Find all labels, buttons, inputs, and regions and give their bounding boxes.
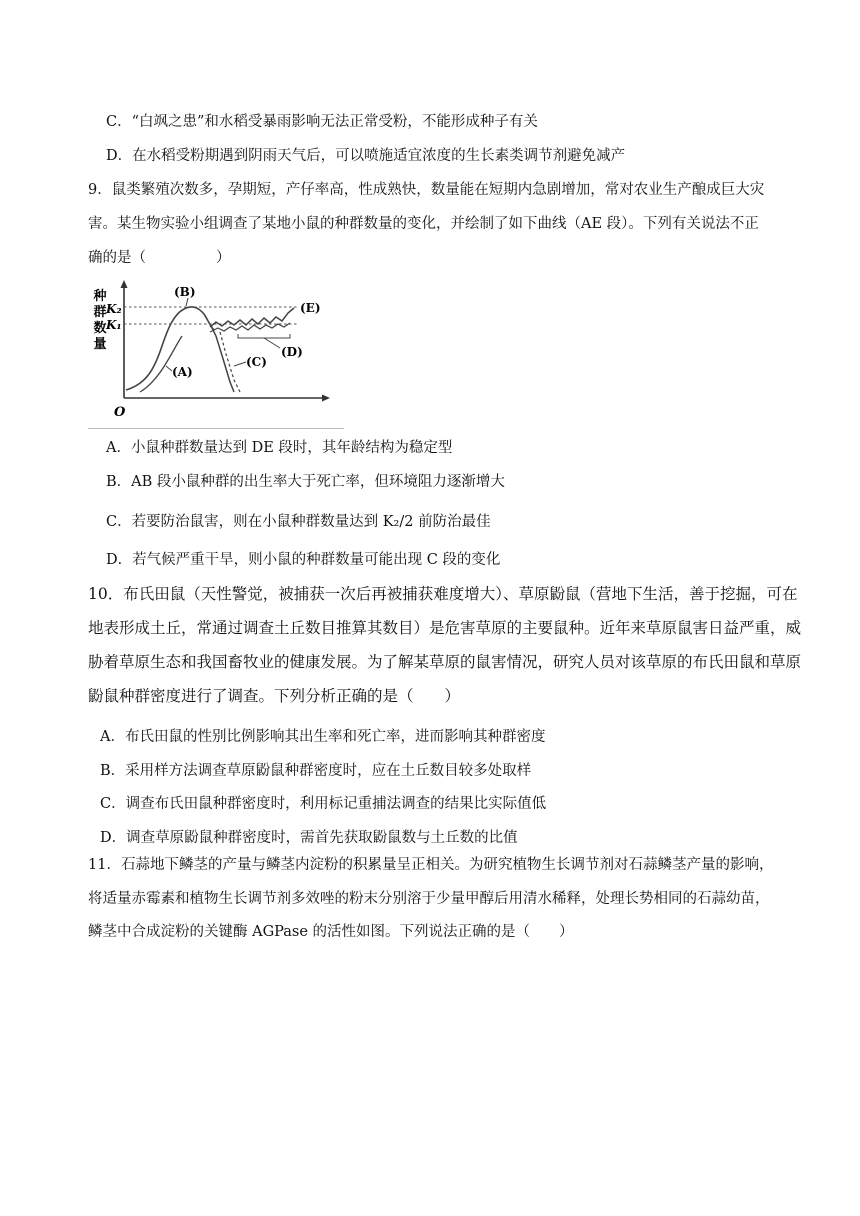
q9-option-d: D．若气候严重干旱，则小鼠的种群数量可能出现 C 段的变化 [106,552,501,568]
q9-stem-line1: 9．鼠类繁殖次数多，孕期短，产仔率高，性成熟快，数量能在短期内急剧增加，常对农业生产酿成巨大灾 [88,182,765,198]
curve-a-parallel [140,336,182,392]
q11-stem-line1: 11．石蒜地下鳞茎的产量与鳞茎内淀粉的积累量呈正相关。为研究植物生长调节剂对石蒜鳞茎产量的影响， [88,857,774,873]
label-a: (A) [172,365,193,379]
q10-option-c: C．调查布氏田鼠种群密度时，利用标记重捕法调查的结果比实际值低 [100,796,547,812]
q9-stem-suffix: ） [216,250,231,266]
ylabel-char-1: 种 [93,289,107,304]
population-curve-svg [88,280,346,420]
q10-option-b: B．采用样方法调查草原鼢鼠种群密度时，应在土丘数目较多处取样 [100,763,532,779]
label-d: (D) [281,345,303,359]
label-b: (B) [174,285,196,299]
q8-option-c: C．“白飒之患”和水稻受暴雨影响无法正常受粉，不能形成种子有关 [106,114,538,130]
q10-stem-line2: 地表形成土丘，常通过调查土丘数目推算其数目）是危害草原的主要鼠种。近年来草原鼠害日益严重，威 [88,619,802,637]
q10-stem-line1: 10．布氏田鼠（天性警觉，被捕获一次后再被捕获难度增大）、草原鼢鼠（营地下生活，善于挖掘，可在 [88,585,798,603]
figure-underline [88,428,344,429]
curve-c-decline [212,328,234,392]
ylabel-char-3: 数 [93,321,107,336]
ylabel-char-2: 群 [93,305,107,320]
q11-stem-line2: 将适量赤霉素和植物生长调节剂多效唑的粉末分别溶于少量甲醇后用清水稀释，处理长势相同的石蒜幼苗， [88,891,770,907]
q10-stem-line4: 鼢鼠种群密度进行了调查。下列分析正确的是（ ） [88,687,461,705]
ylabel-char-4: 量 [93,337,107,352]
b-leader [186,298,188,306]
q9-stem-prefix: 确的是（ [88,250,146,266]
q9-option-c: C．若要防治鼠害，则在小鼠种群数量达到 K₂/2 前防治最佳 [106,514,491,530]
q10-stem-line3: 胁着草原生态和我国畜牧业的健康发展。为了解某草原的鼠害情况，研究人员对该草原的布氏田鼠和草原 [88,653,802,671]
q9-stem-line3 [88,248,231,268]
c-leader [234,362,246,366]
y-axis-arrow [121,280,128,288]
label-e: (E) [300,301,321,315]
q11-stem-line3: 鳞茎中合成淀粉的关键酶 AGPase 的活性如图。下列说法正确的是（ ） [88,924,574,940]
q9-option-b: B．AB 段小鼠种群的出生率大于死亡率，但环境阻力逐渐增大 [106,474,505,490]
label-c: (C) [246,355,267,369]
k1-label: K₁ [106,318,122,332]
k2-label: K₂ [106,302,122,316]
x-axis-arrow [322,395,330,402]
q8-option-d: D．在水稻受粉期遇到阴雨天气后，可以喷施适宜浓度的生长素类调节剂避免减产 [106,148,626,164]
q10-option-d: D．调查草原鼢鼠种群密度时，需首先获取鼢鼠数与土丘数的比值 [100,830,518,846]
d-leader [264,338,280,348]
q9-option-a: A．小鼠种群数量达到 DE 段时，其年龄结构为稳定型 [106,440,453,456]
origin-label: O [114,405,126,420]
curve-a-to-b [126,307,214,390]
d-bracket [238,334,290,338]
population-curve-figure [88,280,346,420]
q10-option-a: A．布氏田鼠的性别比例影响其出生率和死亡率，进而影响其种群密度 [100,729,546,745]
q9-stem-line2: 害。某生物实验小组调查了某地小鼠的种群数量的变化，并绘制了如下曲线（AE 段）。下列有关说法不正 [88,216,759,232]
